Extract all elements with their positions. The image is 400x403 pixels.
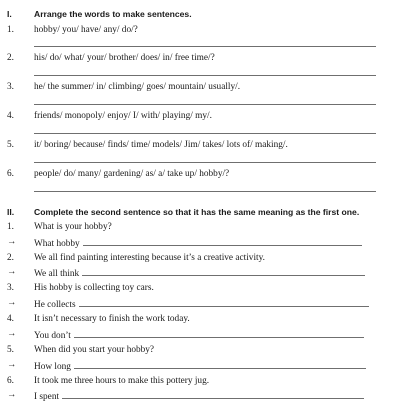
section-1-number: I.	[7, 9, 12, 19]
s2-item-5-prompt: How long	[34, 362, 71, 372]
arrow-icon: →	[7, 390, 17, 400]
s2-item-4-number: 4.	[7, 314, 14, 324]
s1-answer-line-2[interactable]	[34, 75, 376, 76]
s2-item-3-number: 3.	[7, 283, 14, 293]
s1-item-1-number: 1.	[7, 25, 14, 35]
s2-item-2-prompt: We all think	[34, 269, 80, 279]
s2-item-5-number: 5.	[7, 345, 14, 355]
s2-item-3-prompt: He collects	[34, 300, 76, 310]
s2-answer-blank-6[interactable]	[62, 390, 364, 399]
s2-answer-blank-3[interactable]	[79, 298, 369, 307]
arrow-icon: →	[7, 360, 17, 370]
s2-item-6-text: It took me three hours to make this pottery jug.	[34, 376, 210, 386]
s1-item-4-number: 4.	[7, 111, 14, 121]
s1-item-3-text: he/ the summer/ in/ climbing/ goes/ mountain/ usually/.	[34, 82, 241, 92]
s1-item-3-number: 3.	[7, 82, 14, 92]
s2-answer-blank-2[interactable]	[82, 267, 365, 276]
s2-item-4-prompt: You don’t	[34, 331, 71, 341]
s2-item-2-number: 2.	[7, 253, 14, 263]
s2-item-6-prompt: I spent	[34, 392, 60, 402]
s2-item-4-text: It isn’t necessary to finish the work today.	[34, 314, 190, 324]
s2-item-1-prompt: What hobby	[34, 239, 80, 249]
s1-item-2-text: his/ do/ what/ your/ brother/ does/ in/ free time/?	[34, 53, 215, 63]
s2-item-1-text: What is your hobby?	[34, 222, 112, 232]
s1-item-2-number: 2.	[7, 53, 14, 63]
section-2-number: II.	[7, 207, 15, 217]
s1-item-5-number: 5.	[7, 140, 14, 150]
s1-item-6-number: 6.	[7, 169, 14, 179]
s2-answer-blank-4[interactable]	[74, 329, 364, 338]
s1-answer-line-4[interactable]	[34, 133, 376, 134]
s1-item-1-text: hobby/ you/ have/ any/ do/?	[34, 25, 138, 35]
section-2-instruction: Complete the second sentence so that it has the same meaning as the first one.	[34, 207, 360, 217]
s2-item-2-text: We all find painting interesting because it’s a creative activity.	[34, 253, 265, 263]
s2-item-5-text: When did you start your hobby?	[34, 345, 155, 355]
s1-item-6-text: people/ do/ many/ gardening/ as/ a/ take up/ hobby/?	[34, 169, 230, 179]
s1-item-5-text: it/ boring/ because/ finds/ time/ models/ Jim/ takes/ lots of/ making/.	[34, 140, 288, 150]
s2-answer-blank-1[interactable]	[83, 237, 362, 246]
arrow-icon: →	[7, 237, 17, 247]
arrow-icon: →	[7, 267, 17, 277]
s2-item-3-text: His hobby is collecting toy cars.	[34, 283, 154, 293]
s2-answer-blank-5[interactable]	[74, 360, 366, 369]
s2-item-1-number: 1.	[7, 222, 14, 232]
arrow-icon: →	[7, 329, 17, 339]
s1-item-4-text: friends/ monopoly/ enjoy/ I/ with/ playing/ my/.	[34, 111, 212, 121]
section-1-instruction: Arrange the words to make sentences.	[34, 9, 192, 19]
s2-item-6-number: 6.	[7, 376, 14, 386]
s1-answer-line-3[interactable]	[34, 104, 376, 105]
s1-answer-line-5[interactable]	[34, 162, 376, 163]
s1-answer-line-6[interactable]	[34, 191, 376, 192]
s1-answer-line-1[interactable]	[34, 46, 376, 47]
arrow-icon: →	[7, 298, 17, 308]
